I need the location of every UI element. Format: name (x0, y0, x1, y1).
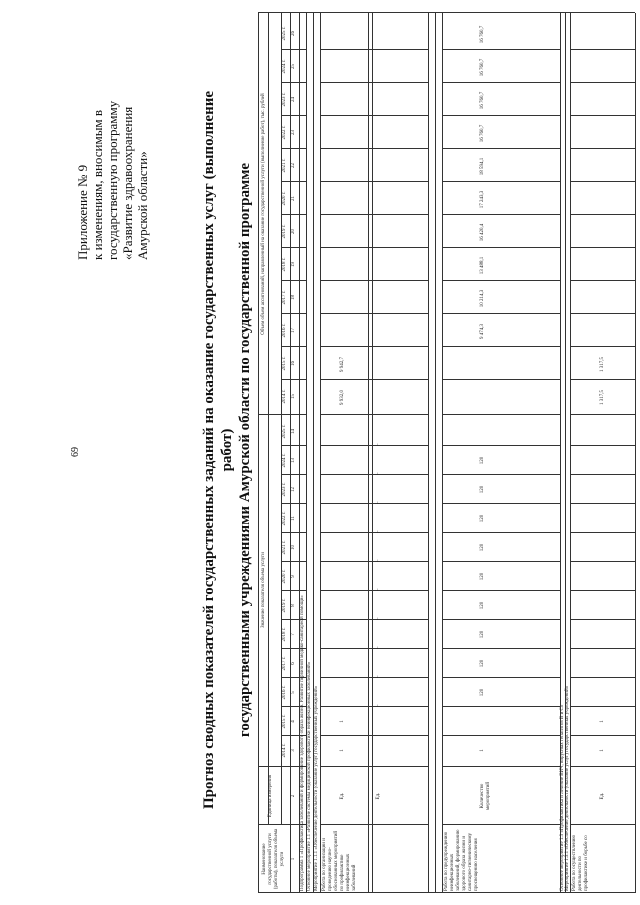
table-grid-line (442, 82, 560, 83)
table-grid-line (320, 648, 428, 649)
year-header: 2014 г. (282, 743, 287, 758)
table-grid-line (442, 379, 560, 380)
main-event-row: Основное мероприятие 1.3 «Профилактика и лечение ВИЧ, вирусных гепатитов В и С» (560, 704, 565, 891)
table-grid-line (442, 766, 560, 767)
table-grid-line (442, 13, 443, 893)
table-grid-line (320, 148, 428, 149)
year-header: 2018 г. (282, 257, 287, 272)
subprogram-row: Подпрограмма 1 «Профилактика заболеваний и формирование здорового образа жизни. Развитие первичной медико-санитарной помощи» (300, 595, 305, 891)
row-expense: 9 942,7 (340, 357, 345, 372)
row-value: 120 (480, 688, 485, 697)
table-grid-line (320, 13, 321, 893)
table-grid-line (442, 49, 560, 50)
table-grid-line (320, 561, 428, 562)
row-expense: 1 317,5 (600, 357, 605, 372)
column-number: 7 (291, 633, 296, 636)
table-grid-line (570, 532, 635, 533)
row-value: 120 (480, 514, 485, 523)
row-dash: – (376, 617, 381, 620)
table-grid-line (320, 474, 428, 475)
table-grid-line (320, 414, 428, 415)
column-number: 12 (291, 487, 296, 492)
row-expense: 17 243,3 (480, 190, 485, 209)
table-grid-line (442, 414, 560, 415)
row-expense: 16 760,7 (480, 58, 485, 77)
table-grid-line (320, 49, 428, 50)
column-number: 3 (291, 749, 296, 752)
table-grid-line (570, 824, 635, 825)
year-header: 2023 г. (282, 92, 287, 107)
table-grid-line (442, 824, 560, 825)
table-grid-line (442, 445, 560, 446)
title-line-1: Прогноз сводных показателей государственных заданий на оказание государственных услуг (выполнение работ) (201, 90, 235, 810)
row-expense: 1 317,5 (600, 390, 605, 405)
table-grid-line (320, 619, 428, 620)
table-grid-line (570, 181, 635, 182)
table-border (258, 13, 259, 893)
appendix-block (75, 40, 150, 260)
table-grid-line (570, 590, 635, 591)
year-header: 2024 г. (282, 59, 287, 74)
year-header: 2025 г. (282, 424, 287, 439)
year-header: 2021 г. (282, 158, 287, 173)
year-header: 2022 г. (282, 125, 287, 140)
table-grid-line (320, 82, 428, 83)
row-expense: 13 488,1 (480, 256, 485, 275)
column-number: 17 (291, 328, 296, 333)
row-dash: – (376, 588, 381, 591)
column-number: 1 (291, 857, 296, 861)
table-grid-line (435, 13, 436, 893)
row-dash: – (376, 646, 381, 649)
row-expense: 16 760,7 (480, 91, 485, 110)
row-expense: 18 594,1 (480, 157, 485, 176)
year-header: 2020 г. (282, 191, 287, 206)
header-name: Наименование государственной услуги (работы), показателя объема услуги (262, 828, 285, 890)
table-grid-line (442, 706, 560, 707)
table-grid-line (570, 82, 635, 83)
table-grid-line (320, 766, 428, 767)
table-grid-line (570, 313, 635, 314)
row-expense: 9 932,0 (340, 390, 345, 405)
table-grid-line (570, 115, 635, 116)
row-value: 120 (480, 659, 485, 668)
table-grid-line (570, 561, 635, 562)
row-value: 1 (600, 749, 605, 752)
column-number: 8 (291, 604, 296, 607)
year-header: 2015 г. (282, 356, 287, 371)
row-name: Работа по предупреждению неинфекционных заболеваний, формированию здорового образа жизни и санитарно-гигиеническому просвещению населения (444, 829, 479, 891)
table-grid-line (368, 13, 369, 893)
table-grid-line (442, 346, 560, 347)
table-grid-line (320, 313, 428, 314)
page-number: 69 (70, 447, 81, 457)
table-grid-line (442, 247, 560, 248)
table-grid-line (570, 619, 635, 620)
year-header: 2017 г. (282, 290, 287, 305)
table-grid-line (428, 13, 429, 893)
table-grid-line (320, 824, 428, 825)
table-grid-line (258, 766, 306, 767)
table-grid-line (442, 532, 560, 533)
column-number: 19 (291, 262, 296, 267)
table-grid-line (320, 735, 428, 736)
column-number: 2 (291, 794, 296, 798)
row-value: 120 (480, 456, 485, 465)
table-grid-line (320, 532, 428, 533)
column-number: 4 (291, 720, 296, 723)
activity-row: Мероприятие 1.1.1 «Обеспечение деятельности (оказание услуг) государственных учреждений» (314, 685, 319, 891)
row-unit: Количество мероприятий (480, 781, 491, 811)
row-dash: – (376, 675, 381, 678)
table-grid-line (570, 445, 635, 446)
year-header: 2022 г. (282, 511, 287, 526)
row-unit: Ед. (376, 792, 381, 800)
row-unit: Ед. (340, 792, 345, 800)
year-header: 2020 г. (282, 569, 287, 584)
year-header: 2018 г. (282, 627, 287, 642)
table-border (635, 13, 636, 893)
table-grid-line (320, 214, 428, 215)
year-header: 2019 г. (282, 598, 287, 613)
column-number: 14 (291, 429, 296, 434)
row-value: 120 (480, 572, 485, 581)
table-grid-line (320, 379, 428, 380)
column-number: 16 (291, 361, 296, 366)
column-number: 9 (291, 575, 296, 578)
column-number: 20 (291, 229, 296, 234)
table-grid-line (320, 445, 428, 446)
column-number: 11 (291, 516, 296, 521)
table-grid-line (570, 648, 635, 649)
column-number: 25 (291, 64, 296, 69)
table-grid-line (442, 590, 560, 591)
appendix-line: Амурской области» (135, 151, 150, 260)
row-value: 120 (480, 543, 485, 552)
table-grid-line (442, 115, 560, 116)
table-grid-line (320, 280, 428, 281)
table-grid-line (570, 148, 635, 149)
table-grid-line (442, 677, 560, 678)
table-grid-line (570, 766, 635, 767)
year-header: 2024 г. (282, 453, 287, 468)
appendix-line: к изменениям, вносимым в (90, 109, 105, 260)
appendix-line: Приложение № 9 (75, 164, 90, 260)
main-event-row: Основное мероприятие 1.1 «Развитие системы медицинской профилактики неинфекционных заболеваний» (307, 661, 312, 891)
row-expense: 16 760,7 (480, 25, 485, 44)
year-header: 2023 г. (282, 482, 287, 497)
column-number: 22 (291, 163, 296, 168)
column-number: 21 (291, 196, 296, 201)
table-grid-line (442, 735, 560, 736)
table-grid-line (442, 280, 560, 281)
column-number: 13 (291, 458, 296, 463)
row-value: 1 (480, 749, 485, 752)
row-name: Работа по осуществлению деятельности по профилактике и борьбе со (572, 834, 589, 891)
column-number: 5 (291, 691, 296, 694)
column-number: 23 (291, 130, 296, 135)
table-grid-line (442, 474, 560, 475)
table-grid-line (320, 503, 428, 504)
row-dash: – (376, 501, 381, 504)
row-value: 1 (340, 749, 345, 752)
header-expense: Объем объем ассигнований, направленный на оказание государственной услуги (выполнение работ), тыс. рублей (261, 93, 266, 335)
table-grid-line (442, 619, 560, 620)
activity-row: Мероприятие 1.3.1 «Обеспечение деятельности (оказание услуг) государственных учреждений» (565, 685, 570, 891)
table-grid-line (570, 247, 635, 248)
table-grid-line (320, 115, 428, 116)
row-expense: 9 474,3 (480, 324, 485, 339)
appendix-line: «Развитие здравоохранения (120, 106, 135, 260)
row-value: 1 (340, 720, 345, 723)
table-grid-line (442, 561, 560, 562)
header-indicator: Значение показателя объема услуги (261, 552, 266, 628)
title-line-2: государственными учреждениями Амурской области по государственной программе (237, 162, 253, 738)
row-value: 120 (480, 485, 485, 494)
table-grid-line (570, 503, 635, 504)
column-number: 10 (291, 545, 296, 550)
row-value: 120 (480, 601, 485, 610)
row-dash: – (376, 472, 381, 475)
year-header: 2016 г. (282, 323, 287, 338)
table-grid-line (320, 706, 428, 707)
table-grid-line (570, 474, 635, 475)
year-header: 2019 г. (282, 224, 287, 239)
appendix-line: государственную программу (105, 100, 120, 260)
table-grid-line (320, 346, 428, 347)
row-expense: 10 214,3 (480, 289, 485, 308)
year-header: 2017 г. (282, 656, 287, 671)
row-dash: – (376, 559, 381, 562)
row-expense: 16 760,7 (480, 124, 485, 143)
table-border (258, 12, 635, 13)
table-grid-line (570, 414, 635, 415)
table-grid-line (570, 346, 635, 347)
column-number: 15 (291, 394, 296, 399)
row-name: Работа по организации и проведению научно-обоснованных мероприятий по профилактике неинфекционных заболеваний (322, 830, 357, 891)
row-dash: – (376, 704, 381, 707)
header-unit: Единица измерения (268, 774, 273, 818)
year-header: 2014 г. (282, 389, 287, 404)
column-number: 18 (291, 295, 296, 300)
table-grid-line (258, 824, 306, 825)
table-grid-line (570, 677, 635, 678)
row-expense: 16 420,4 (480, 223, 485, 242)
table-grid-line (442, 214, 560, 215)
table-grid-line (570, 280, 635, 281)
year-header: 2016 г. (282, 685, 287, 700)
column-number: 24 (291, 97, 296, 102)
table-grid-line (320, 247, 428, 248)
row-dash: – (376, 443, 381, 446)
year-header: 2021 г. (282, 540, 287, 555)
year-header: 2025 г. (282, 26, 287, 41)
table-grid-line (442, 648, 560, 649)
table-grid-line (570, 49, 635, 50)
table-grid-line (442, 503, 560, 504)
table-grid-line (372, 13, 373, 893)
table-grid-line (442, 181, 560, 182)
table-grid-line (320, 181, 428, 182)
table-grid-line (320, 590, 428, 591)
table-grid-line (320, 677, 428, 678)
year-header: 2015 г. (282, 714, 287, 729)
table-grid-line (268, 13, 269, 825)
table-border (258, 892, 635, 893)
column-number: 6 (291, 662, 296, 665)
row-value: 1 (600, 720, 605, 723)
table-grid-line (442, 148, 560, 149)
table-grid-line (570, 214, 635, 215)
column-number: 26 (291, 31, 296, 36)
row-unit: Ед. (600, 792, 605, 800)
row-value: 120 (480, 630, 485, 639)
document-title (200, 70, 254, 830)
row-dash: – (376, 530, 381, 533)
table-grid-line (442, 313, 560, 314)
